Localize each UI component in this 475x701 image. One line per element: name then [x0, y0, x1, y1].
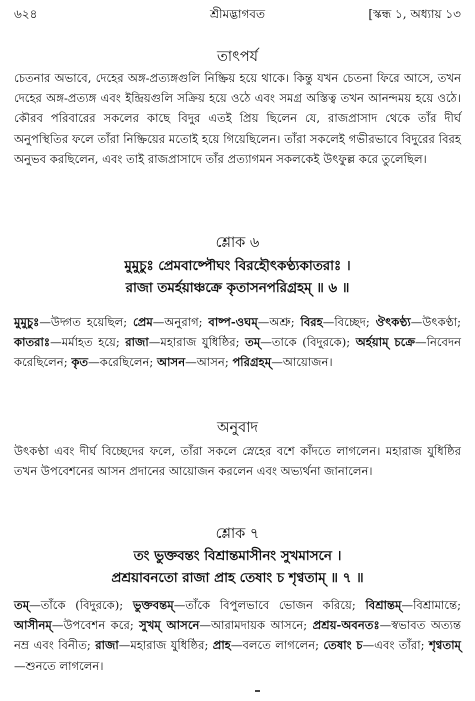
synonym-meaning: —বলতে লাগলেন;: [230, 638, 324, 653]
book-title: শ্রীমদ্ভাগবত: [209, 7, 265, 21]
sloka-7-line-2: প্রশ্রয়াবনতো রাজা প্রাহ তেষাং চ শৃণ্বতাম্ ॥ ৭ ॥: [111, 570, 364, 586]
synonym-meaning: —তাঁকে (বিদুরকে);: [29, 598, 133, 612]
synonym-meaning: —নিবেদন করেছিলেন;: [14, 335, 461, 370]
synonym-meaning: —উদ্গত হয়েছিল;: [39, 315, 133, 329]
sloka-6-heading: শ্লোক ৬: [215, 235, 260, 251]
synonym-meaning: —মহারাজ যুধিষ্ঠির;: [148, 335, 246, 350]
sloka-6-line-2: রাজা তমর্হয়াঞ্চক্রে কৃতাসনপরিগ্রহম্ ॥ ৬ ॥: [125, 280, 350, 296]
synonym-meaning: —অনুরাগ;: [152, 315, 209, 329]
synonym-meaning: —বিশ্রামান্তে;: [401, 598, 461, 612]
synonym-meaning: —আরামদায়ক আসনে;: [199, 618, 313, 633]
synonym-word: আসন: [157, 355, 186, 370]
synonym-word: ঔৎকণ্ঠ্য: [375, 315, 411, 329]
synonym-meaning: —স্বভাবত অত্যন্ত নম্র এবং বিনীত;: [14, 618, 461, 653]
sloka-6-synonyms: [14, 312, 461, 373]
synonym-meaning: —বিচ্ছেদ;: [322, 315, 376, 329]
synonym-word: প্রাহ: [212, 638, 231, 653]
synonym-word: মুমুচুঃ: [14, 315, 40, 329]
synonym-meaning: —অশ্রু;: [257, 315, 301, 329]
page-footer-mark: [255, 690, 260, 692]
synonym-word: শৃণ্বতাম্: [428, 638, 461, 653]
synonym-meaning: —আয়োজন।: [271, 355, 333, 370]
synonym-meaning: —তাঁকে বিপুলভাবে ভোজন করিয়ে;: [173, 598, 366, 612]
synonym-word: রাজা: [95, 638, 119, 653]
synonym-meaning: —মর্মাহত হয়ে;: [50, 335, 126, 350]
sloka-7-line-1: তং ভুক্তবন্তং বিশ্রান্তমাসীনং সুখমাসনে ।: [133, 548, 342, 564]
sloka-6-verse: [14, 255, 461, 299]
sloka-7-verse: [14, 545, 461, 589]
synonym-meaning: —আসন;: [185, 355, 233, 370]
synonym-word: সুখম্ আসনে: [139, 618, 200, 633]
page-header: [14, 6, 461, 24]
synonym-word: তম্: [14, 598, 30, 612]
synonym-word: কাতরাঃ: [14, 335, 51, 350]
synonym-meaning: —উপবেশন করে;: [51, 618, 140, 633]
sloka-6-line-1: মুমুচুঃ প্রেমবাষ্পৌঘং বিরহৌৎকণ্ঠ্যকাতরাঃ ।: [124, 258, 351, 274]
synonym-word: প্রশ্রয়-অবনতঃ: [312, 618, 380, 633]
page-number: ৬২৪: [14, 7, 38, 21]
translation-heading: অনুবাদ: [216, 420, 259, 436]
synonym-word: ভুক্তবন্তম্: [132, 598, 174, 612]
synonym-word: বাষ্প-ওঘম্: [208, 315, 258, 329]
purport-text: চেতনার অভাবে, দেহের অঙ্গ-প্রত্যঙ্গগুলি নিষ্ক্রিয় হয়ে থাকে। কিন্তু যখন চেতনা ফিরে আসে, তখন দেহের অঙ্গ-প্রত্যঙ্গ এবং ইন্দ্রিয়গুলি সক্রিয় হয়ে ওঠে এবং সমগ্র অস্তিত্ব তখন আনন্দময় হয়ে ওঠে। কৌরব পরিবারের সকলের কাছে বিদুর এতই প্রিয় ছিলেন যে, রাজপ্রাসাদ থেকে তাঁর দীর্ঘ অনুপস্থিতির ফলে তাঁরা নিষ্ক্রিয়ের মতোই হয়ে গিয়েছিলেন। তাঁরা সকলেই গভীরভাবে বিদুরের বিরহ অনুভব করছিলেন, এবং তাই রাজপ্রাসাদে তাঁর প্রত্যাগমন সকলকেই উৎফুল্ল করে তুলেছিল।: [14, 71, 461, 166]
purport-heading: তাৎপর্য: [216, 49, 259, 65]
translation-text: উৎকণ্ঠা এবং দীর্ঘ বিচ্ছেদের ফলে, তাঁরা সকলে স্নেহের বশে কাঁদতে লাগলেন। মহারাজ যুধিষ্ঠির তখন উপবেশনের আসন প্রদানের আয়োজন করলেন এবং অভ্যর্থনা জানালেন।: [14, 444, 461, 479]
synonym-word: পরিগ্রহম্: [232, 355, 272, 370]
synonym-meaning: —তাকে (বিদুরকে);: [260, 335, 356, 350]
chapter-reference: [স্কন্ধ ১, অধ্যায় ১৩: [368, 7, 461, 21]
synonym-word: বিরহ: [300, 315, 323, 329]
synonym-meaning: —করেছিলেন;: [88, 355, 158, 370]
synonym-meaning: —এবং তাঁরা;: [362, 638, 429, 653]
synonym-word: অর্হয়াম্ চক্রে: [355, 335, 416, 350]
synonym-word: তেষাং চ: [323, 638, 363, 653]
synonym-word: বিশ্রান্তম্: [365, 598, 402, 612]
synonym-word: কৃত: [71, 355, 89, 370]
sloka-7-heading: শ্লোক ৭: [215, 526, 260, 542]
synonym-meaning: —মহারাজ যুধিষ্ঠির;: [118, 638, 213, 653]
synonym-word: রাজা: [125, 335, 149, 350]
synonym-word: তম্: [245, 335, 261, 350]
synonym-meaning: —উৎকণ্ঠা;: [410, 315, 462, 329]
sloka-7-synonyms: [14, 595, 461, 676]
synonym-word: প্রেম: [132, 315, 153, 329]
synonym-word: আসীনম্: [14, 618, 52, 633]
synonym-meaning: —শুনতে লাগলেন।: [14, 658, 104, 673]
